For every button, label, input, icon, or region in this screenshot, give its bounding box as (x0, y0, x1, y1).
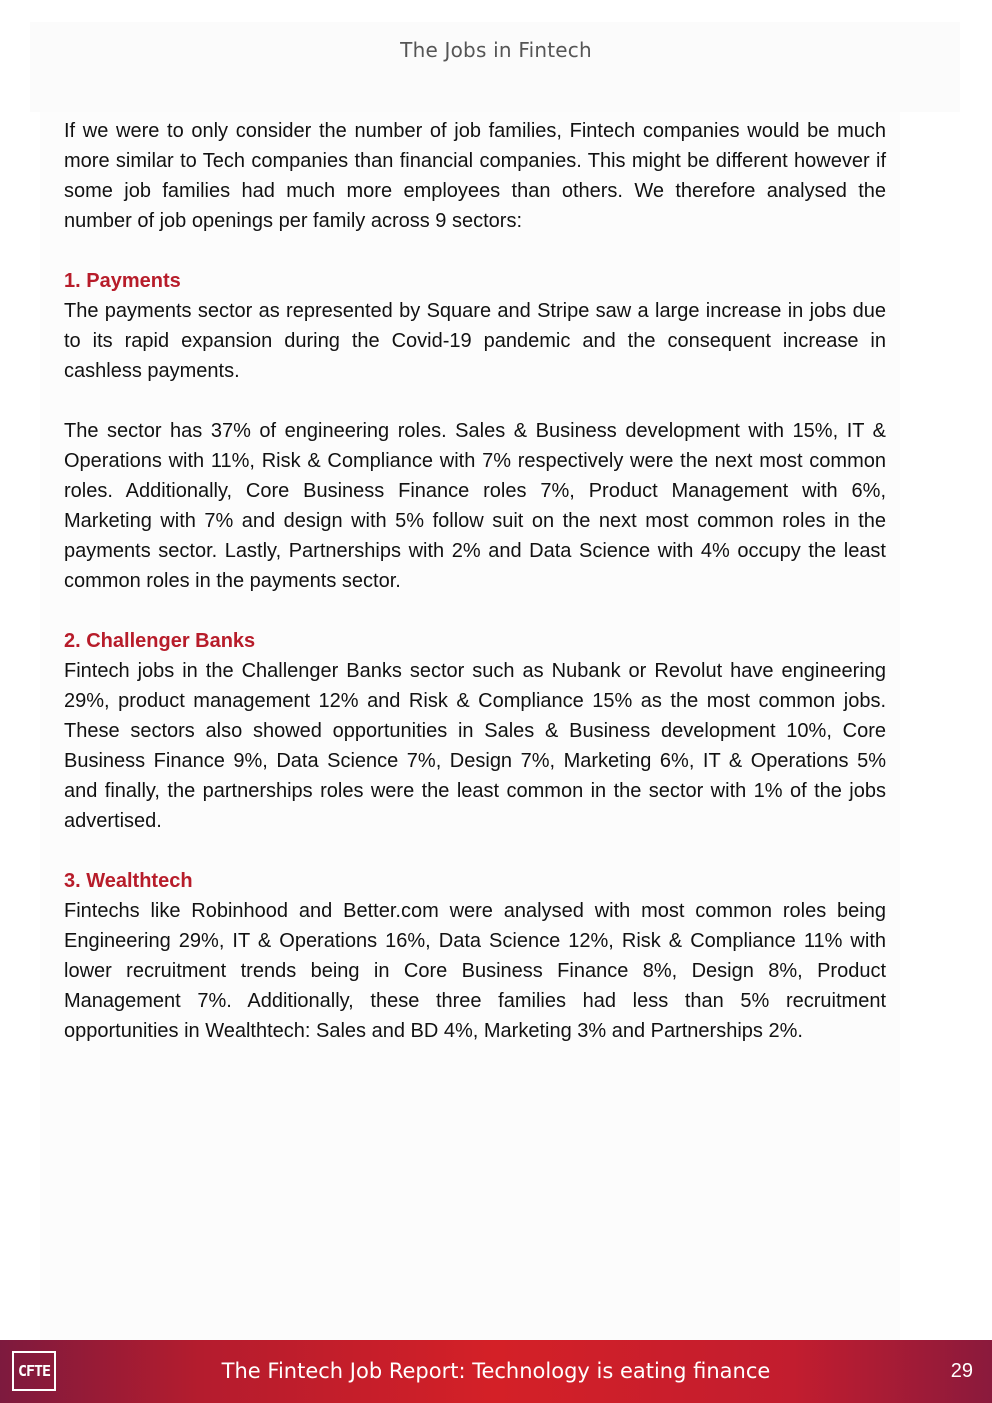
spacer (64, 596, 886, 626)
payments-paragraph-2: The sector has 37% of engineering roles. Sales & Business development with 15%, IT & Operations with 11%, Risk & Compliance with 7% respectively were the next most common roles. Additionally, Core Business Finance roles 7%, Product Management with 6%, Marketing with 7% and design with 5% follow suit on the next most common roles in the payments sector. Lastly, Partnerships with 2% and Data Science with 4% occupy the least common roles in the payments sector. (64, 420, 886, 592)
section-heading-payments: 1. Payments (64, 270, 181, 292)
challenger-banks-paragraph: Fintech jobs in the Challenger Banks sector such as Nubank or Revolut have engineering 29%, product management 12% and Risk & Compliance 15% as the most common jobs. These sectors also showed opportunities in Sales & Business development 10%, Core Business Finance 9%, Data Science 7%, Design 7%, Marketing 6%, IT & Operations 5% and finally, the partnerships roles were the least common in the sector with 1% of the jobs advertised. (64, 660, 886, 832)
spacer (64, 386, 886, 416)
wealthtech-paragraph: Fintechs like Robinhood and Better.com were analysed with most common roles being Engineering 29%, IT & Operations 16%, Data Science 12%, Risk & Compliance 11% with lower recruitment trends being in Core Business Finance 8%, Design 8%, Product Management 7%. Additionally, these three families had less than 5% recruitment opportunities in Wealthtech: Sales and BD 4%, Marketing 3% and Partnerships 2%. (64, 900, 886, 1042)
section-heading-wealthtech: 3. Wealthtech (64, 870, 193, 892)
header-band (30, 22, 960, 112)
intro-paragraph: If we were to only consider the number of job families, Fintech companies would be much more similar to Tech companies than financial companies. This might be different however if some job families had much more employees than others. We therefore analysed the number of job openings per family across 9 sectors: (64, 120, 886, 232)
page-number: 29 (950, 1360, 973, 1382)
page-content (64, 116, 886, 1046)
cfte-logo: CFTE (12, 1351, 56, 1391)
spacer (64, 836, 886, 866)
section-heading-challenger-banks: 2. Challenger Banks (64, 630, 256, 652)
page-footer (0, 1340, 992, 1403)
payments-paragraph-1: The payments sector as represented by Square and Stripe saw a large increase in jobs due to its rapid expansion during the Covid-19 pandemic and the consequent increase in cashless payments. (64, 300, 886, 382)
page-header-title: The Jobs in Fintech (400, 38, 592, 62)
spacer (64, 236, 886, 266)
footer-report-title: The Fintech Job Report: Technology is eating finance (221, 1359, 771, 1383)
